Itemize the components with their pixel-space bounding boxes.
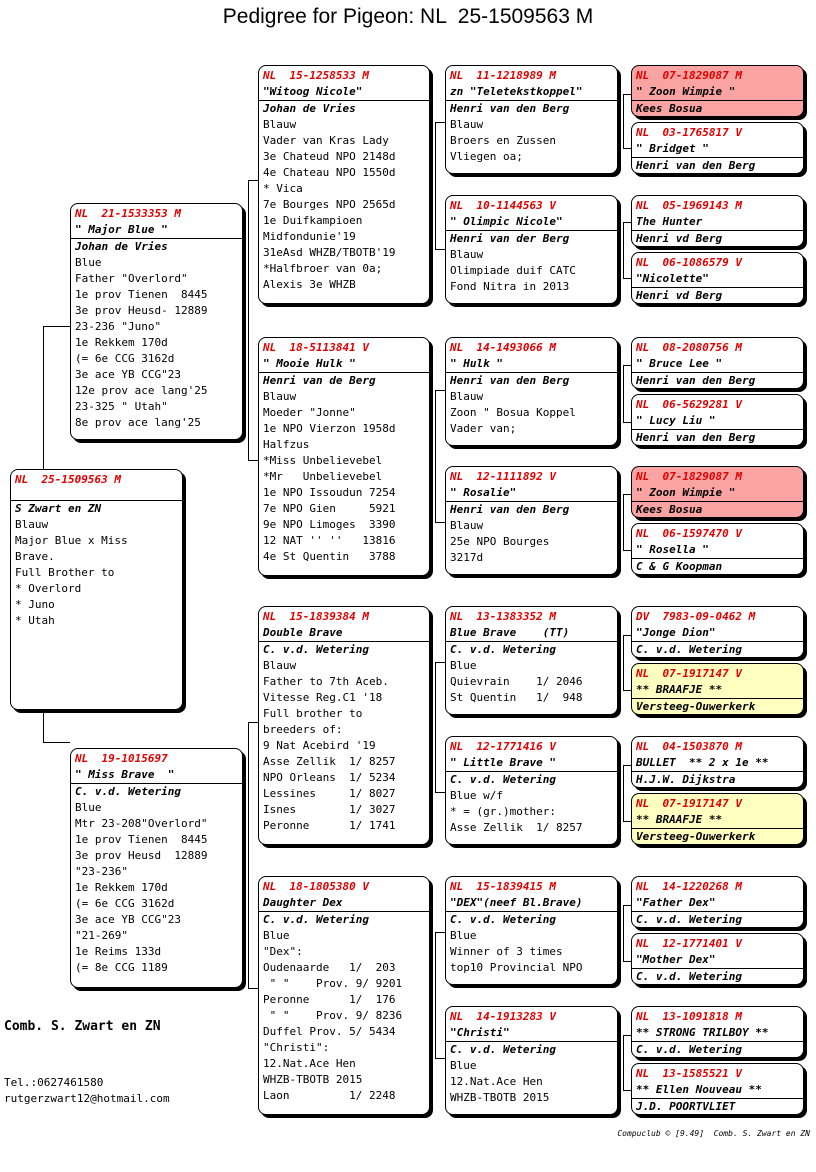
pedigree-note: 12e prov ace lang'25 [75, 384, 208, 397]
great-grandparent-card[interactable] [445, 1006, 618, 1115]
ring-number: NL 14-1913283 V [450, 1010, 556, 1023]
connector [248, 722, 258, 723]
pedigree-note: Blauw [450, 248, 484, 261]
connector [43, 742, 70, 743]
connector [248, 180, 249, 460]
pedigree-note: * Vica [263, 182, 303, 195]
pedigree-note: Blauw [263, 659, 297, 672]
great-grandparent-card[interactable] [445, 65, 618, 174]
pedigree-note: Winner of 3 times [450, 945, 563, 958]
pedigree-note: Blauw [263, 118, 297, 131]
pedigree-note: 9 Nat Acebird '19 [263, 739, 376, 752]
footer-credit: Compuclub © [9.49] Comb. S. Zwart en ZN [617, 1129, 810, 1138]
pedigree-note: "Christi": [263, 1041, 330, 1054]
pedigree-note: WHZB-TBOTB 2015 [263, 1073, 363, 1086]
connector [435, 662, 445, 663]
pedigree-note: Brave. [15, 550, 55, 563]
breeder-name: Henri van den Berg [450, 503, 570, 516]
pedigree-note: (= 6e CCG 3162d [75, 352, 175, 365]
pigeon-name: " Rosella " [632, 542, 803, 559]
connector [623, 494, 624, 550]
pedigree-note: Major Blue x Miss [15, 534, 128, 547]
breeder-name: C. v.d. Wetering [450, 773, 556, 786]
connector [623, 905, 624, 961]
ring-number: NL 13-1383352 M [450, 610, 556, 623]
pedigree-note: Vliegen oa; [450, 150, 523, 163]
pigeon-name: "Father Dex" [632, 895, 803, 912]
pedigree-note: Blauw [450, 118, 484, 131]
pedigree-note: 3e prov Heusd- 12889 [75, 304, 208, 317]
dam-card[interactable] [70, 748, 243, 988]
ancestor-card[interactable] [631, 195, 804, 247]
breeder-name: J.D. POORTVLIET [636, 1100, 736, 1113]
pigeon-name: The Hunter [632, 214, 803, 231]
ring-number: NL 14-1493066 M [450, 341, 556, 354]
pigeon-name: ** Ellen Nouveau ** [632, 1082, 803, 1099]
pedigree-note: Vader van Kras Lady [263, 134, 389, 147]
pedigree-note: " " Prov. 9/ 9201 [263, 977, 403, 990]
breeder-name: C. v.d. Wetering [263, 913, 369, 926]
grandparent-card[interactable] [258, 606, 430, 845]
breeder-name: Henri van den Berg [636, 431, 756, 444]
breeder-name: Versteeg-Ouwerkerk [636, 700, 756, 713]
ring-number: NL 10-1144563 V [450, 199, 556, 212]
ring-number: NL 13-1091818 M [636, 1010, 742, 1023]
pedigree-note: 4e St Quentin 3788 [263, 550, 396, 563]
pedigree-note: Asse Zellik 1/ 8257 [263, 755, 396, 768]
ring-number: NL 15-1839415 M [450, 880, 556, 893]
connector [623, 94, 624, 148]
pedigree-note: Midfondunie'19 [263, 230, 356, 243]
breeder-name: Henri vd Berg [636, 232, 723, 245]
pigeon-name: " Hulk " [446, 356, 617, 373]
breeder-name: C. v.d. Wetering [450, 913, 556, 926]
pedigree-note: Full Brother to [15, 566, 115, 579]
pedigree-note: Duffel Prov. 5/ 5434 [263, 1025, 396, 1038]
pigeon-name: " Miss Brave " [71, 767, 242, 784]
pedigree-note: Blue [450, 1059, 477, 1072]
pedigree-note: 1e prov Tienen 8445 [75, 288, 208, 301]
ring-number: NL 04-1503870 M [636, 740, 742, 753]
pedigree-note: Blue [75, 801, 102, 814]
pedigree-note: Blue [450, 929, 477, 942]
pedigree-note: *Mr Unbelievebel [263, 470, 383, 483]
connector [435, 932, 436, 1058]
owner-phone: Tel.:0627461580 [4, 1076, 104, 1089]
connector [623, 222, 624, 278]
connector [623, 278, 631, 279]
pedigree-note: 4e Chateau NPO 1550d [263, 166, 396, 179]
pedigree-note: Zoon " Bosua Koppel [450, 406, 576, 419]
pigeon-name: zn "Teletekstkoppel" [446, 84, 617, 101]
connector [623, 765, 624, 821]
ring-number: NL 12-1771401 V [636, 937, 742, 950]
pedigree-note: (= 8e CCG 1189 [75, 961, 168, 974]
connector [435, 249, 445, 250]
ring-number: NL 11-1218989 M [450, 69, 556, 82]
breeder-name: C. v.d. Wetering [636, 970, 742, 983]
pedigree-note: 3e ace YB CCG"23 [75, 913, 181, 926]
pigeon-name: Daughter Dex [259, 895, 429, 912]
pedigree-note: 9e NPO Limoges 3390 [263, 518, 396, 531]
pigeon-name: "Christi" [446, 1025, 617, 1042]
pedigree-note: "23-236" [75, 865, 128, 878]
connector [623, 690, 631, 691]
breeder-name: Henri van de Berg [263, 374, 376, 387]
pedigree-note: Peronne 1/ 176 [263, 993, 396, 1006]
pedigree-note: 1e NPO Issoudun 7254 [263, 486, 396, 499]
great-grandparent-card[interactable] [445, 876, 618, 985]
pigeon-name: " Rosalie" [446, 485, 617, 502]
pedigree-note: NPO Orleans 1/ 5234 [263, 771, 396, 784]
ancestor-card[interactable] [631, 252, 804, 304]
pigeon-name: " Little Brave " [446, 755, 617, 772]
ring-number: DV 7983-09-0462 M [636, 610, 756, 623]
pedigree-note: 31eAsd WHZB/TBOTB'19 [263, 246, 396, 259]
pedigree-note: 23-325 " Utah" [75, 400, 168, 413]
grandparent-card[interactable] [258, 337, 430, 576]
pedigree-note: Mtr 23-208"Overlord" [75, 817, 208, 830]
pigeon-name: "Witoog Nicole" [259, 84, 429, 101]
pedigree-note: Blue [450, 659, 477, 672]
ring-number: NL 14-1220268 M [636, 880, 742, 893]
pedigree-note: Quievrain 1/ 2046 [450, 675, 583, 688]
connector [435, 122, 445, 123]
grandparent-card[interactable] [258, 876, 430, 1115]
breeder-name: Versteeg-Ouwerkerk [636, 830, 756, 843]
pedigree-note: "21-269" [75, 929, 128, 942]
ancestor-card[interactable] [631, 933, 804, 985]
owner-email: rutgerzwart12@hotmail.com [4, 1092, 170, 1105]
pedigree-note: Vader van; [450, 422, 517, 435]
pigeon-name: " Bruce Lee " [632, 356, 803, 373]
breeder-name: Henri vd Berg [636, 289, 723, 302]
connector [623, 1035, 624, 1090]
connector [435, 792, 445, 793]
pedigree-note: Moeder "Jonne" [263, 406, 356, 419]
connector [623, 422, 631, 423]
connector [248, 988, 258, 989]
ancestor-card[interactable] [631, 663, 804, 715]
pedigree-note: St Quentin 1/ 948 [450, 691, 583, 704]
connector [435, 390, 436, 522]
great-grandparent-card[interactable] [445, 466, 618, 575]
pedigree-note: (= 6e CCG 3162d [75, 897, 175, 910]
pedigree-note: 23-236 "Juno" [75, 320, 162, 333]
connector [435, 662, 436, 792]
connector [623, 94, 631, 95]
pedigree-note: 7e NPO Gien 5921 [263, 502, 396, 515]
pedigree-note: Father "Overlord" [75, 272, 188, 285]
ancestor-card[interactable] [631, 876, 804, 928]
pedigree-note: 12.Nat.Ace Hen [450, 1075, 543, 1088]
pedigree-note: "Dex": [263, 945, 303, 958]
connector [623, 635, 624, 690]
breeder-name: Henri van den Berg [636, 159, 756, 172]
subject-card[interactable] [10, 469, 183, 710]
pedigree-note: 7e Bourges NPO 2565d [263, 198, 396, 211]
pedigree-note: * Juno [15, 598, 55, 611]
ancestor-card[interactable] [631, 466, 804, 518]
pedigree-note: Fond Nitra in 2013 [450, 280, 570, 293]
breeder-name: C. v.d. Wetering [75, 785, 181, 798]
pedigree-note: *Halfbroer van 0a; [263, 262, 383, 275]
pedigree-note: Laon 1/ 2248 [263, 1089, 396, 1102]
ancestor-card[interactable] [631, 1063, 804, 1115]
ring-number: NL 13-1585521 V [636, 1067, 742, 1080]
connector [435, 522, 445, 523]
page-title: Pedigree for Pigeon: NL 25-1509563 M [222, 5, 594, 28]
connector [248, 460, 258, 461]
connector [43, 326, 70, 327]
great-grandparent-card[interactable] [445, 337, 618, 446]
pedigree-note: top10 Provincial NPO [450, 961, 583, 974]
pedigree-note: WHZB-TBOTB 2015 [450, 1091, 550, 1104]
pedigree-note: 3e ace YB CCG"23 [75, 368, 181, 381]
connector [623, 961, 631, 962]
pedigree-note: 1e Rekkem 170d [75, 881, 168, 894]
pigeon-name: BULLET ** 2 x 1e ** [632, 755, 803, 772]
ancestor-card[interactable] [631, 394, 804, 446]
breeder-name: Henri van den Berg [450, 374, 570, 387]
pedigree-note: Halfzus [263, 438, 310, 451]
pedigree-note: 1e Rekkem 170d [75, 336, 168, 349]
ancestor-card[interactable] [631, 793, 804, 845]
ring-number: NL 19-1015697 [75, 752, 168, 765]
breeder-name: H.J.W. Dijkstra [636, 773, 736, 786]
pedigree-note: Full brother to [263, 707, 363, 720]
pedigree-note: Alexis 3e WHZB [263, 278, 356, 291]
owner-name: Comb. S. Zwart en ZN [4, 1019, 161, 1034]
ring-number: NL 12-1771416 V [450, 740, 556, 753]
ring-number: NL 07-1917147 V [636, 797, 742, 810]
breeder-name: Johan de Vries [75, 240, 168, 253]
breeder-name: Kees Bosua [636, 102, 703, 115]
pedigree-note: Vitesse Reg.C1 '18 [263, 691, 383, 704]
pedigree-note: 1e Reims 133d [75, 945, 162, 958]
ancestor-card[interactable] [631, 1006, 804, 1058]
pedigree-note: Blue [75, 256, 102, 269]
ancestor-card[interactable] [631, 606, 804, 658]
pedigree-note: 12 NAT '' '' 13816 [263, 534, 396, 547]
breeder-name: C. v.d. Wetering [450, 643, 556, 656]
ring-number: NL 07-1917147 V [636, 667, 742, 680]
ancestor-card[interactable] [631, 122, 804, 174]
pedigree-note: Lessines 1/ 8027 [263, 787, 396, 800]
connector [435, 932, 445, 933]
pedigree-note: Peronne 1/ 1741 [263, 819, 396, 832]
pedigree-note: 1e Duifkampioen [263, 214, 363, 227]
connector [248, 180, 258, 181]
pedigree-note: 25e NPO Bourges [450, 535, 550, 548]
ring-number: NL 06-1597470 V [636, 527, 742, 540]
ancestor-card[interactable] [631, 65, 804, 117]
pedigree-note: Isnes 1/ 3027 [263, 803, 396, 816]
pedigree-note: Asse Zellik 1/ 8257 [450, 821, 583, 834]
pigeon-name: "Nicolette" [632, 271, 803, 288]
ancestor-card[interactable] [631, 337, 804, 389]
pedigree-note: Olimpiade duif CATC [450, 264, 576, 277]
connector [623, 494, 631, 495]
ancestor-card[interactable] [631, 736, 804, 788]
connector [623, 1090, 631, 1091]
connector [623, 222, 631, 223]
pedigree-note: 3e Chateud NPO 2148d [263, 150, 396, 163]
ring-number: NL 18-5113841 V [263, 341, 369, 354]
breeder-name: C. v.d. Wetering [636, 1043, 742, 1056]
pedigree-note: Blauw [263, 390, 297, 403]
breeder-name: Henri van der Berg [450, 232, 570, 245]
pedigree-note: 3e prov Heusd 12889 [75, 849, 208, 862]
breeder-name: Henri van den Berg [450, 102, 570, 115]
pedigree-note: " " Prov. 9/ 8236 [263, 1009, 403, 1022]
connector [435, 1058, 445, 1059]
breeder-name: C. v.d. Wetering [636, 643, 742, 656]
pigeon-name: " Mooie Hulk " [259, 356, 429, 373]
connector [623, 365, 631, 366]
ring-number: NL 15-1839384 M [263, 610, 369, 623]
pedigree-note: Blauw [450, 390, 484, 403]
ring-number: NL 12-1111892 V [450, 470, 556, 483]
pigeon-name: " Lucy Liu " [632, 413, 803, 430]
breeder-name: C. v.d. Wetering [263, 643, 369, 656]
breeder-name: C. v.d. Wetering [450, 1043, 556, 1056]
pedigree-note: 1e NPO Vierzon 1958d [263, 422, 396, 435]
connector [623, 148, 631, 149]
connector [435, 390, 445, 391]
sire-card[interactable] [70, 203, 243, 440]
great-grandparent-card[interactable] [445, 606, 618, 715]
ancestor-card[interactable] [631, 523, 804, 575]
connector [623, 365, 624, 422]
great-grandparent-card[interactable] [445, 195, 618, 304]
pigeon-name: "Mother Dex" [632, 952, 803, 969]
pigeon-name: " Zoon Wimpie " [632, 84, 803, 101]
connector [623, 1035, 631, 1036]
breeder-name: Henri van den Berg [636, 374, 756, 387]
connector [623, 905, 631, 906]
pedigree-note: Blauw [15, 518, 49, 531]
pedigree-note: Blue w/f [450, 789, 503, 802]
pedigree-note: breeders of: [263, 723, 343, 736]
connector [623, 550, 631, 551]
pedigree-note: * = (gr.)mother: [450, 805, 556, 818]
pedigree-note: Blue [263, 929, 290, 942]
breeder-name: Johan de Vries [263, 102, 356, 115]
pigeon-name: Double Brave [259, 625, 429, 642]
pedigree-note: Father to 7th Aceb. [263, 675, 389, 688]
pedigree-note: *Miss Unbelievebel [263, 454, 383, 467]
pedigree-note: Broers en Zussen [450, 134, 556, 147]
pigeon-name: Blue Brave (TT) [446, 625, 617, 642]
connector [435, 122, 436, 249]
pedigree-note: 8e prov ace lang'25 [75, 416, 201, 429]
ring-number: NL 25-1509563 M [15, 473, 121, 486]
connector [248, 722, 249, 988]
grandparent-card[interactable] [258, 65, 430, 304]
breeder-name: S Zwart en ZN [11, 500, 182, 517]
pigeon-name: " Zoon Wimpie " [632, 485, 803, 502]
ring-number: NL 08-2080756 M [636, 341, 742, 354]
breeder-name: C & G Koopman [636, 560, 723, 573]
ring-number: NL 21-1533353 M [75, 207, 181, 220]
ring-number: NL 03-1765817 V [636, 126, 742, 139]
breeder-name: Kees Bosua [636, 503, 703, 516]
pigeon-name: ** STRONG TRILBOY ** [632, 1025, 803, 1042]
ring-number: NL 06-5629281 V [636, 398, 742, 411]
pigeon-name: "Jonge Dion" [632, 625, 803, 642]
pedigree-note: Blauw [450, 519, 484, 532]
pigeon-name: "DEX"(neef Bl.Brave) [446, 895, 617, 912]
connector [623, 765, 631, 766]
pedigree-note: 12.Nat.Ace Hen [263, 1057, 356, 1070]
pedigree-note: * Utah [15, 614, 55, 627]
breeder-name: C. v.d. Wetering [636, 913, 742, 926]
ring-number: NL 07-1829087 M [636, 69, 742, 82]
pigeon-name: ** BRAAFJE ** [632, 682, 803, 699]
connector [623, 635, 631, 636]
pedigree-note: 3217d [450, 551, 484, 564]
pigeon-name: " Bridget " [632, 141, 803, 158]
ring-number: NL 18-1805380 V [263, 880, 369, 893]
ring-number: NL 07-1829087 M [636, 470, 742, 483]
connector [623, 821, 631, 822]
pedigree-note: * Overlord [15, 582, 82, 595]
pigeon-name: " Major Blue " [71, 222, 242, 239]
ring-number: NL 06-1086579 V [636, 256, 742, 269]
pigeon-name: " Olimpic Nicole" [446, 214, 617, 231]
pigeon-name: ** BRAAFJE ** [632, 812, 803, 829]
ring-number: NL 05-1969143 M [636, 199, 742, 212]
pedigree-note: 1e prov Tienen 8445 [75, 833, 208, 846]
ring-number: NL 15-1258533 M [263, 69, 369, 82]
pedigree-note: Oudenaarde 1/ 203 [263, 961, 396, 974]
great-grandparent-card[interactable] [445, 736, 618, 845]
